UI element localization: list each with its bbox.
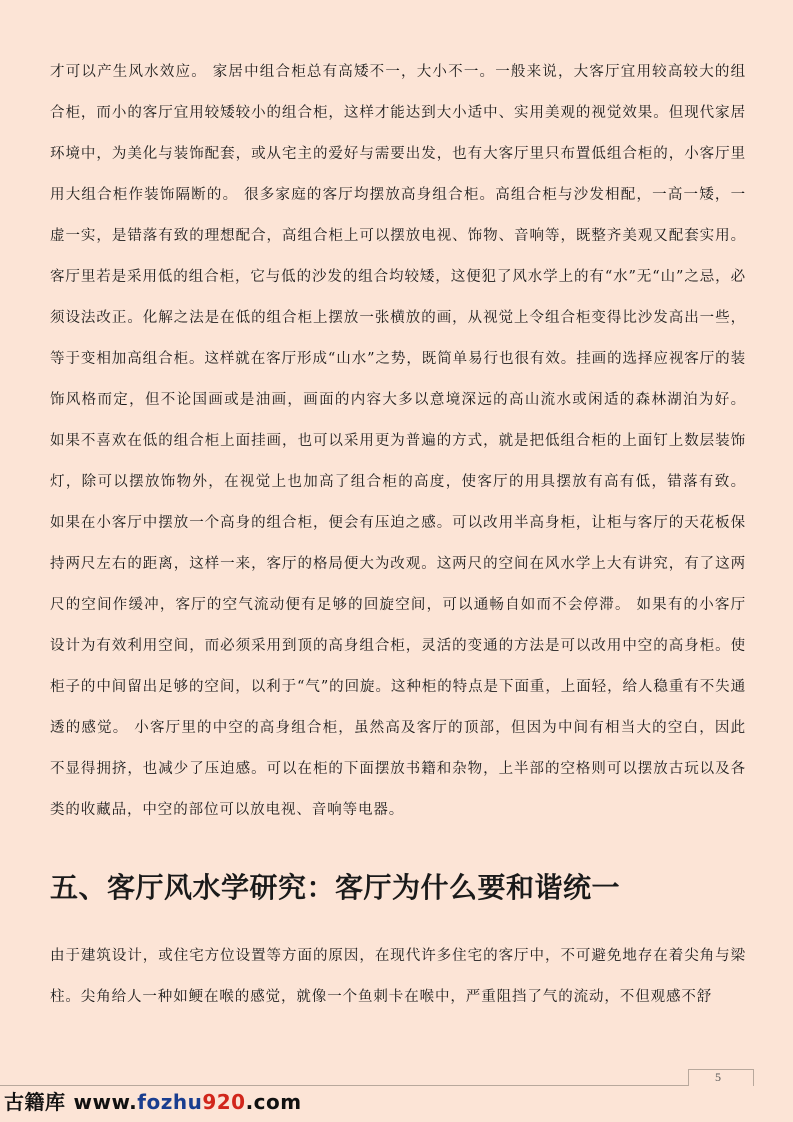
watermark-domain-suffix: .com — [245, 1090, 302, 1114]
page-number: 5 — [715, 1070, 721, 1084]
body-paragraph: 才可以产生风水效应。 家居中组合柜总有高矮不一，大小不一。一般来说，大客厅宜用较高较大的组合柜，而小的客厅宜用较矮较小的组合柜，这样才能达到大小适中、实用美观的视觉效果。但现代家居环境中，为美化与装饰配套，或从宅主的爱好与需要出发，也有大客厅里只布置低组合柜的，小客厅里用大组合柜作装饰隔断的。 很多家庭的客厅均摆放高身组合柜。高组合柜与沙发相配，一高一矮，一虚一实，是错落有致的理想配合，高组合柜上可以摆放电视、饰物、音响等，既整齐美观又配套实用。 客厅里若是采用低的组合柜，它与低的沙发的组合均较矮，这便犯了风水学上的有“水”无“山”之忌，必须设法改正。化解之法是在低的组合柜上摆放一张横放的画，从视觉上令组合柜变得比沙发高出一些，等于变相加高组合柜。这样就在客厅形成“山水”之势，既简单易行也很有效。挂画的选择应视客厅的装饰风格而定，但不论国画或是油画，画面的内容大多以意境深远的高山流水或闲适的森林湖泊为好。 如果不喜欢在低的组合柜上面挂画，也可以采用更为普遍的方式，就是把低组合柜的上面钉上数层装饰灯，除可以摆放饰物外，在视觉上也加高了组合柜的高度，使客厅的用具摆放有高有低，错落有致。 如果在小客厅中摆放一个高身的组合柜，便会有压迫之感。可以改用半高身柜，让柜与客厅的天花板保持两尺左右的距离，这样一来，客厅的格局便大为改观。这两尺的空间在风水学上大有讲究，有了这两尺的空间作缓冲，客厅的空气流动便有足够的回旋空间，可以通畅自如而不会停滞。 如果有的小客厅设计为有效利用空间，而必须采用到顶的高身组合柜，灵活的变通的方法是可以改用中空的高身柜。使柜子的中间留出足够的空间，以利于“气”的回旋。这种柜的特点是下面重，上面轻，给人稳重有不失通透的感觉。 小客厅里的中空的高身组合柜，虽然高及客厅的顶部，但因为中间有相当大的空白，因此不显得拥挤，也减少了压迫感。可以在柜的下面摆放书籍和杂物，上半部的空格则可以摆放古玩以及各类的收藏品，中空的部位可以放电视、音响等电器。 — [50, 64, 746, 818]
watermark-domain-main: fozhu — [137, 1090, 203, 1114]
watermark-domain-prefix: www. — [73, 1090, 138, 1114]
body-paragraph-continued: 由于建筑设计，或住宅方位设置等方面的原因，在现代许多住宅的客厅中，不可避免地存在着尖角与梁柱。尖角给人一种如鲠在喉的感觉，就像一个鱼刺卡在喉中，严重阻挡了气的流动，不但观感不舒 — [50, 948, 746, 1005]
section-heading: 五、客厅风水学研究：客厅为什么要和谐统一 — [50, 871, 621, 904]
watermark-domain-number: 920 — [202, 1090, 246, 1114]
site-watermark — [4, 1086, 302, 1116]
watermark-site-name: 古籍库 — [4, 1090, 66, 1114]
